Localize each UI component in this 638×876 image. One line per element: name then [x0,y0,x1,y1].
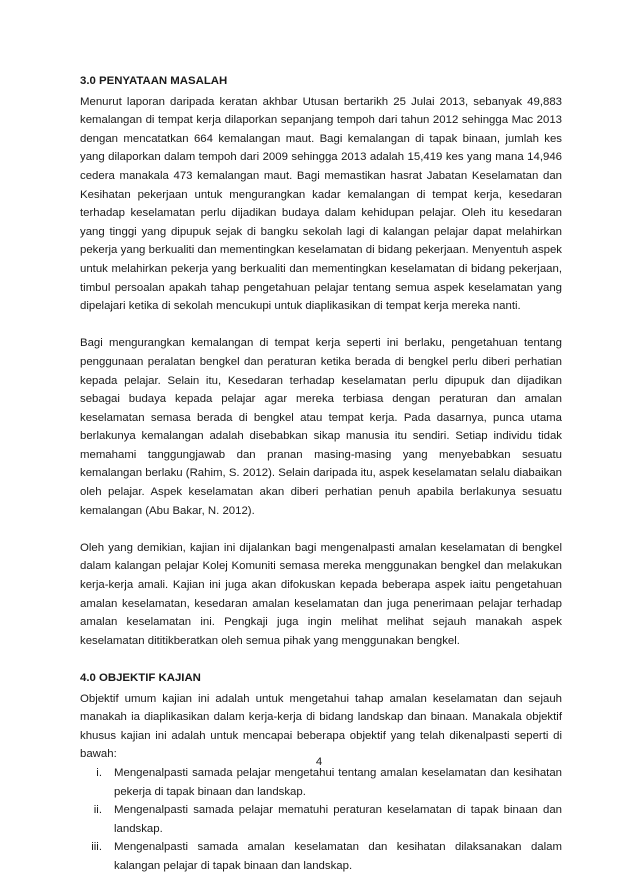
objective-number: iii. [91,841,102,854]
section-3-heading: 3.0 PENYATAAN MASALAH [80,75,228,87]
objective-item [80,801,562,838]
section-3-paragraph-2: Bagi mengurangkan kemalangan di tempat kerja seperti ini berlaku, pengetahuan tentang penggunaan peralatan bengkel dan peraturan ketika berada di bengkel perlu diberi perhatian kepada pelajar. Selain itu, Kesedaran terhadap keselamatan perlu dipupuk dan dijadikan sebagai budaya kepada pelajar agar mereka terbiasa dengan peraturan dan amalan keselamatan semasa berada di bengkel atau tempat kerja. Pada dasarnya, punca utama berlakunya kemalangan adalah disebabkan sikap manusia itu sendiri. Setiap individu tidak memahami tanggungjawab dan pranan masing-masing yang menyebabkan sesuatu kemalangan berlaku (Rahim, S. 2012). Selain daripada itu, aspek keselamatan selalu diabaikan oleh pelajar. Aspek keselamatan akan diberi perhatian penuh apabila berlakunya sesuatu kemalangan (Abu Bakar, N. 2012). [80,337,562,517]
section-3-paragraph-3: Oleh yang demikian, kajian ini dijalankan bagi mengenalpasti amalan keselamatan di bengkel dalam kalangan pelajar Kolej Komuniti semasa mereka menggunakan bengkel dan melakukan kerja-kerja amali. Kajian ini juga akan difokuskan kepada beberapa aspek iaitu pengetahuan amalan keselamatan, kesedaran amalan keselamatan dan juga penerimaan pelajar terhadap amalan keselamatan ini. Pengkaji juga ingin melihat melihat sejauh manakah aspek keselamatan dititikberatkan oleh semua pihak yang menggunakan bengkel. [80,541,562,647]
objective-number: ii. [93,804,102,817]
objective-item [80,838,562,875]
section-4-intro: Objektif umum kajian ini adalah untuk mengetahui tahap amalan keselamatan dan sejauh manakah ia diaplikasikan dalam kerja-kerja di bidang landskap dan binaan. Manakala objektif khusus kajian ini adalah untuk mencapai beberapa objektif yang telah dikenalpasti seperti di bawah: [80,692,562,761]
objective-number: i. [96,766,102,779]
page-content [80,72,562,876]
objective-text: Mengenalpasti samada pelajar mematuhi peraturan keselamatan di tapak binaan dan landskap. [114,804,562,835]
objective-text: Mengenalpasti samada amalan keselamatan dan kesihatan dilaksanakan dalam kalangan pelajar di tapak binaan dan landskap. [114,841,562,872]
section-4-heading: 4.0 OBJEKTIF KAJIAN [80,672,201,684]
objectives-list [80,764,562,876]
objective-text: Mengenalpasti samada pelajar mengetahui tentang amalan keselamatan dan kesihatan pekerja di tapak binaan dan landskap. [114,766,562,798]
objective-item [80,764,562,801]
page-number: 4 [315,756,323,768]
section-3-paragraph-1: Menurut laporan daripada keratan akhbar Utusan bertarikh 25 Julai 2013, sebanyak 49,883 kemalangan di tempat kerja dilaporkan sepanjang tempoh dari tahun 2012 sehingga Mac 2013 dengan mencatatkan 664 kemalangan maut. Bagi kemalangan di tapak binaan, jumlah kes yang dilaporkan dalam tempoh dari 2009 sehingga 2013 adalah 15,419 kes yang mana 14,946 cedera manakala 473 kemalangan maut. Bagi memastikan hasrat Jabatan Keselamatan dan Kesihatan pekerjaan untuk mengurangkan kadar kemalangan di tempat kerja, kesedaran terhadap keselamatan perlu dijadikan budaya dalam kehidupan pelajar. Oleh itu kesedaran yang tinggi yang dipupuk sejak di bangku sekolah lagi di kalangan pelajar dapat melahirkan pekerja yang berkualiti dan mementingkan keselamatan di bidang pekerjaan. Menyentuh aspek untuk melahirkan pekerja yang berkualiti dan mementingkan keselamatan di bidang pekerjaan, timbul persoalan apakah tahap pengetahuan pelajar tentang semua aspek keselamatan yang dipelajari ketika di sekolah mencukupi untuk diaplikasikan di tempat kerja mereka nanti. [80,95,562,313]
